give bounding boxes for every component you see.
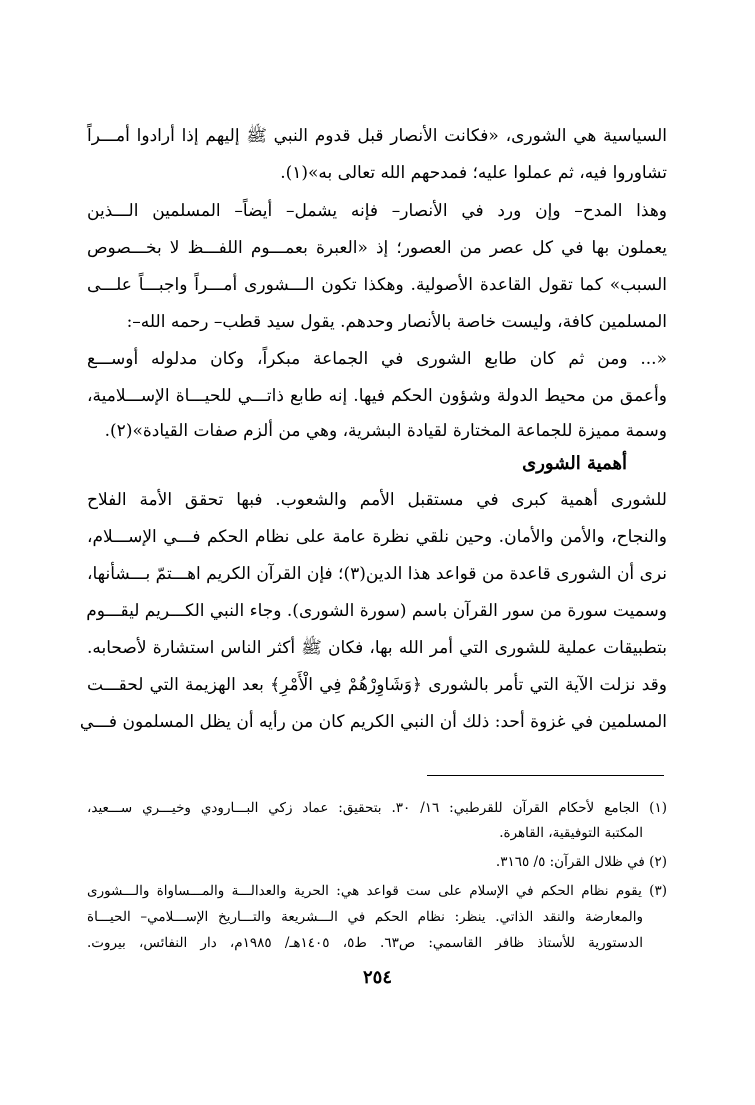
- footnote-2: (٢) في ظلال القرآن: ٥/ ٣١٦٥.: [495, 854, 667, 870]
- body-line-8: والنجاح، والأمن والأمان. وحين نلقي نظرة عامة على نظام الحكم فـــي الإســـلام،: [87, 527, 667, 547]
- body-line-10: وسميت سورة من سور القرآن باسم (سورة الشورى). وجاء النبي الكـــريم ليقـــوم: [86, 601, 667, 621]
- body-line-11: بتطبيقات عملية للشورى التي أمر الله بها، فكان ﷺ أكثر الناس استشارة لأصحابه.: [87, 638, 667, 658]
- footnote-3-line-3: الدستورية للأستاذ ظافر القاسمي: ص٦٣. ط٥، ١٤٠٥هـ/ ١٩٨٥م، دار النفائس، بيروت.: [87, 935, 643, 951]
- footnote-1-line-2: المكتبة التوفيقية، القاهرة.: [499, 825, 643, 841]
- footnote-3-line-2: والمعارضة والنقد الذاتي. ينظر: نظام الحكم في الـــشريعة والتـــاريخ الإســـلامي– الحيـــاة: [87, 909, 643, 925]
- quote-line-2: وأعمق من محيط الدولة وشؤون الحكم فيها. إنه طابع ذاتـــي للحيـــاة الإســـلامية،: [87, 386, 667, 406]
- body-line-6: المسلمين كافة، وليست خاصة بالأنصار وحدهم. يقول سيد قطب– رحمه الله–:: [126, 312, 667, 332]
- quote-line-1: «... ومن ثم كان طابع الشورى في الجماعة مبكراً، وكان مدلوله أوســـع: [87, 349, 667, 369]
- section-heading: أهمية الشورى: [522, 453, 627, 474]
- footnote-3-line-1: (٣) يقوم نظام الحكم في الإسلام على ست قواعد هي: الحرية والعدالـــة والمـــساواة والـــشورى: [87, 883, 667, 899]
- body-line-3: وهذا المدح– وإن ورد في الأنصار– فإنه يشمل– أيضاً– المسلمين الـــذين: [87, 201, 667, 221]
- body-line-13: المسلمين في غزوة أحد: ذلك أن النبي الكريم كان من رأيه أن يظل المسلمون فـــي: [79, 712, 667, 732]
- body-line-12: وقد نزلت الآية التي تأمر بالشورى ﴿وَشَاوِرْهُمْ فِي الْأَمْرِ﴾ بعد الهزيمة التي لحقـــت: [87, 675, 667, 695]
- body-line-5: السبب» كما تقول القاعدة الأصولية. وهكذا تكون الـــشورى أمـــراً واجبـــاً علـــى: [87, 275, 667, 295]
- body-line-4: يعملون بها في كل عصر من العصور؛ إذ «العبرة بعمـــوم اللفـــظ لا بخـــصوص: [87, 238, 667, 258]
- footnote-separator: [427, 775, 664, 776]
- body-line-2: تشاوروا فيه، ثم عملوا عليه؛ فمدحهم الله تعالى به»(١).: [280, 163, 667, 183]
- quote-line-3: وسمة مميزة للجماعة المختارة لقيادة البشرية، وهي من ألزم صفات القيادة»(٢).: [104, 421, 667, 441]
- body-line-9: نرى أن الشورى قاعدة من قواعد هذا الدين(٣)؛ فإن القرآن الكريم اهـــتمّ بـــشأنها،: [87, 564, 667, 584]
- page-number: ٢٥٤: [362, 967, 392, 988]
- footnote-1-line-1: (١) الجامع لأحكام القرآن للقرطبي: ١٦/ ٣٠. بتحقيق: عماد زكي البـــارودي وخيـــري ســـعيد،: [87, 800, 667, 816]
- body-line-7: للشورى أهمية كبرى في مستقبل الأمم والشعوب. فبها تحقق الأمة الفلاح: [87, 490, 667, 510]
- body-line-1: السياسية هي الشورى، «فكانت الأنصار قبل قدوم النبي ﷺ إليهم إذا أرادوا أمـــراً: [87, 126, 667, 146]
